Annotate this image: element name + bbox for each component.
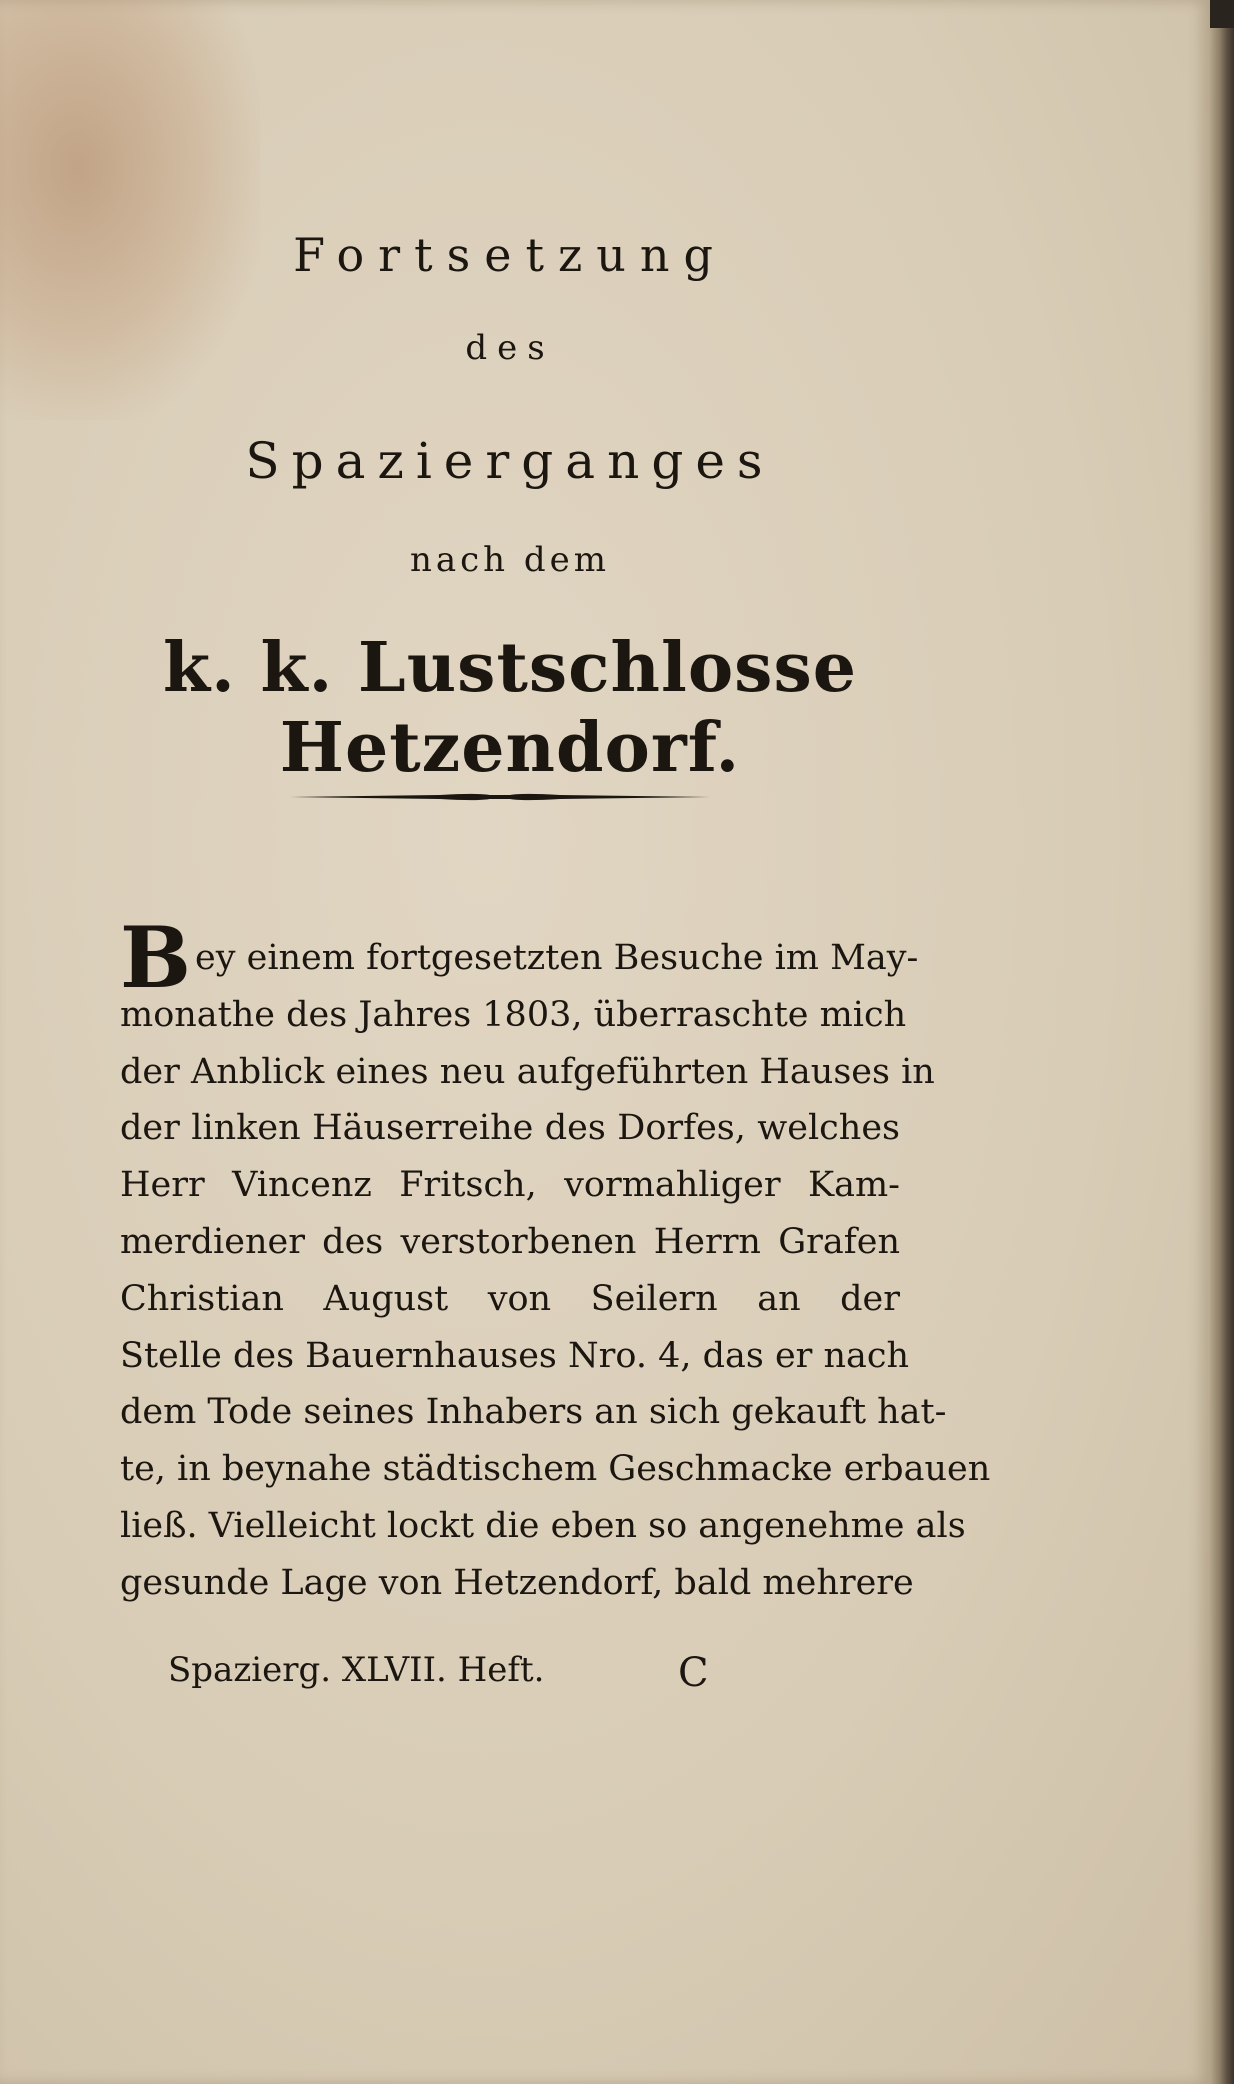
heading-line-4: nach dem: [409, 540, 611, 580]
spine-top-shadow: [1210, 0, 1234, 28]
heading-line-1: Fortsetzung: [293, 228, 727, 282]
body-line-6: merdiener des verstorbenen Herrn Grafen: [120, 1221, 900, 1262]
body-paragraph: [120, 908, 991, 1612]
body-line-10: te, in beynahe städtischem Geschmacke erbauen: [120, 1449, 991, 1490]
body-line-1-text: ey einem fortgesetzten Besuche im May-: [195, 938, 919, 978]
decorative-rule: [290, 790, 710, 804]
body-line-2: monathe des Jahres 1803, überraschte mich: [120, 994, 907, 1035]
body-line-4: der linken Häuserreihe des Dorfes, welches: [120, 1108, 900, 1149]
body-line-12: gesunde Lage von Hetzendorf, bald mehrere: [120, 1562, 914, 1603]
body-line-7: Christian August von Seilern an der: [120, 1278, 900, 1319]
body-line-8: Stelle des Bauernhauses Nro. 4, das er nach: [120, 1335, 910, 1376]
running-footer: Spazierg. XLVII. Heft.: [168, 1650, 545, 1690]
body-line-9: dem Tode seines Inhabers an sich gekauft hat-: [120, 1392, 947, 1433]
body-line-3: der Anblick eines neu aufgeführten Hauses in: [120, 1051, 935, 1092]
body-line-5: Herr Vincenz Fritsch, vormahliger Kam-: [120, 1165, 900, 1206]
signature-mark: C: [678, 1650, 709, 1696]
body-line-1: [120, 908, 919, 1007]
drop-cap: B: [120, 908, 191, 1007]
body-line-11: ließ. Vielleicht lockt die eben so angenehme als: [120, 1505, 966, 1546]
heading-title: k. k. Lustschlosse Hetzendorf.: [162, 628, 857, 788]
heading-line-2: des: [465, 328, 555, 368]
book-spine-edge: [1210, 0, 1234, 2084]
heading-line-3: Spazierganges: [245, 432, 775, 490]
